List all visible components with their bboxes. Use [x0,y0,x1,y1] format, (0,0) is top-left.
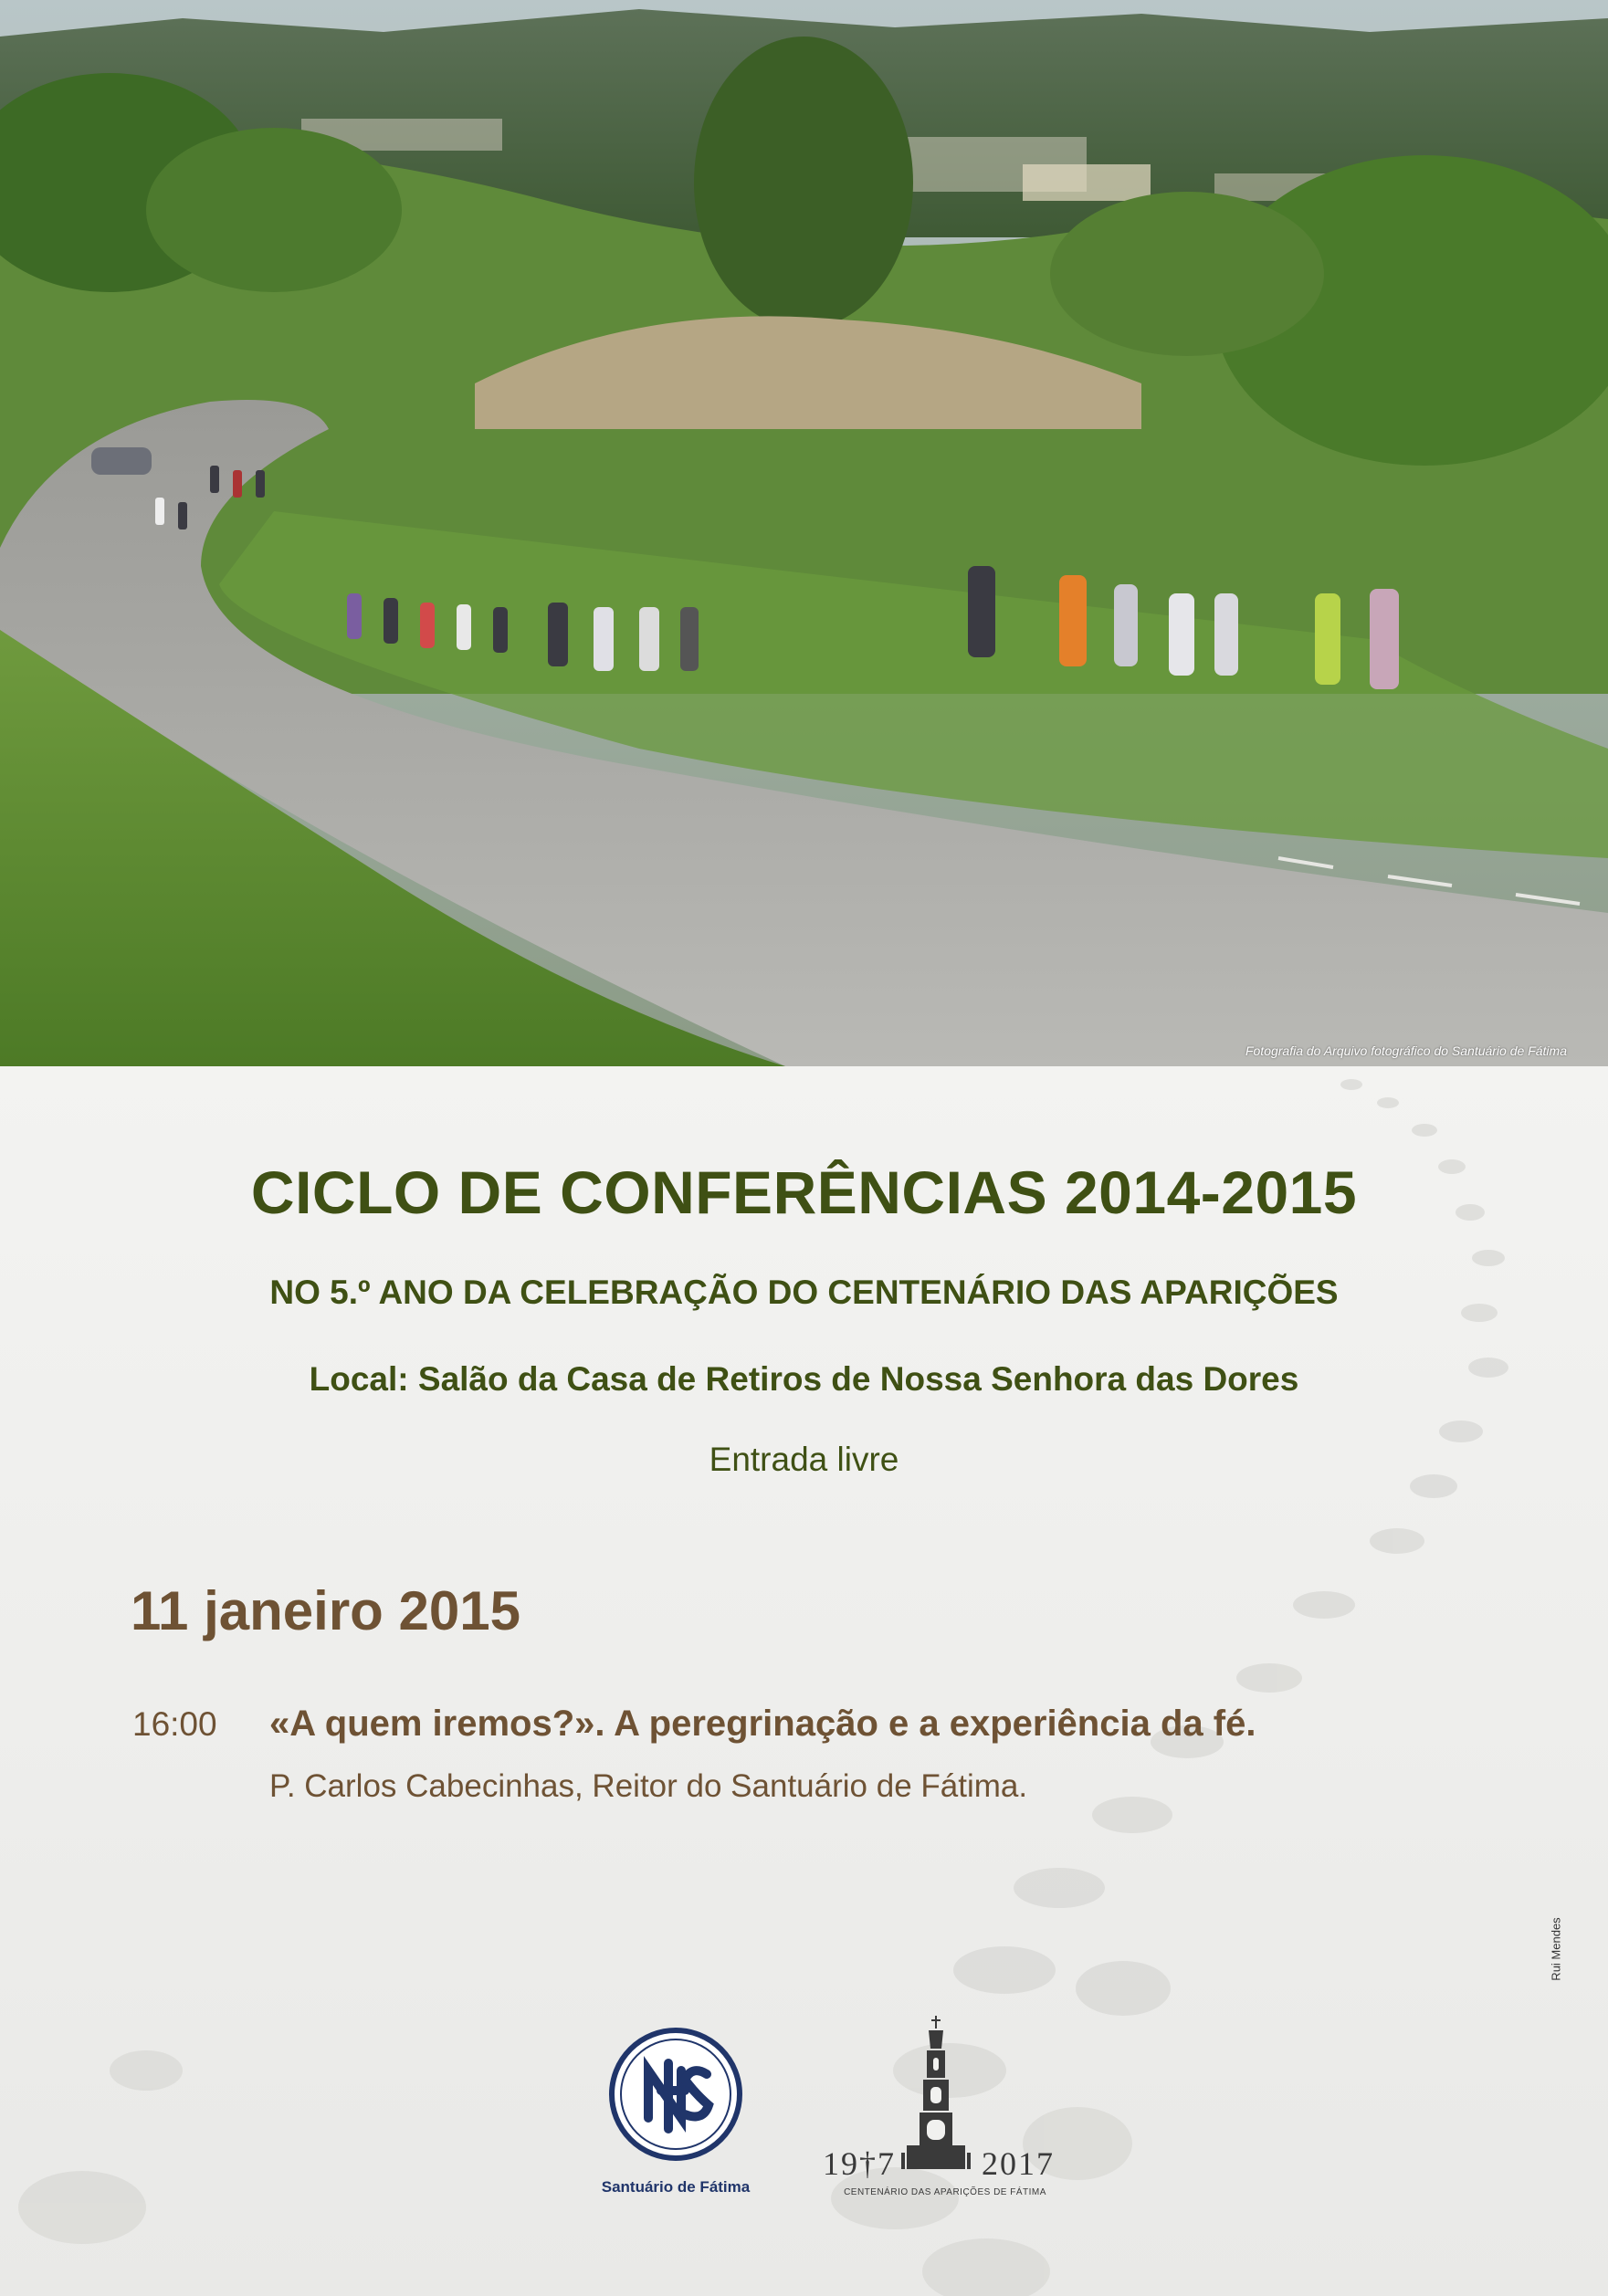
snow-background [0,1066,1608,2296]
sanctuary-logo-label: Santuário de Fátima [601,2178,751,2196]
centenary-year-end: 2017 [982,2145,1055,2182]
centenary-logo-label: CENTENÁRIO DAS APARIÇÕES DE FÁTIMA [844,2187,1046,2197]
session-speaker: P. Carlos Cabecinhas, Reitor do Santuário de Fátima. [269,1768,1028,1804]
centenary-year-start: 19†7 [823,2145,896,2182]
free-admission-note: Entrada livre [709,1441,899,1478]
conference-cycle-title: CICLO DE CONFERÊNCIAS 2014-2015 [250,1158,1358,1226]
pilgrimage-photo [0,0,1608,1066]
photographer-credit [1547,1881,1565,2018]
event-date: 11 janeiro 2015 [131,1580,520,1641]
venue-location: Local: Salão da Casa de Retiros de Nossa Senhora das Dores [309,1360,1299,1398]
centenary-subtitle: NO 5.º ANO DA CELEBRAÇÃO DO CENTENÁRIO DAS APARIÇÕES [269,1274,1339,1311]
photo-credit: Fotografia do Arquivo fotográfico do Santuário de Fátima [1245,1043,1567,1058]
centenary-logo [817,2008,1073,2209]
session-title: «A quem iremos?». A peregrinação e a experiência da fé. [269,1704,1256,1744]
sanctuary-logo [594,2027,758,2209]
photographer-credit-label: Rui Mendes [1549,1917,1563,1981]
session-time: 16:00 [132,1705,217,1743]
sanctuary-monogram-icon [608,2027,743,2162]
pilgrims-road-illustration [0,0,1608,1066]
footprints-in-snow [0,1066,1608,2296]
